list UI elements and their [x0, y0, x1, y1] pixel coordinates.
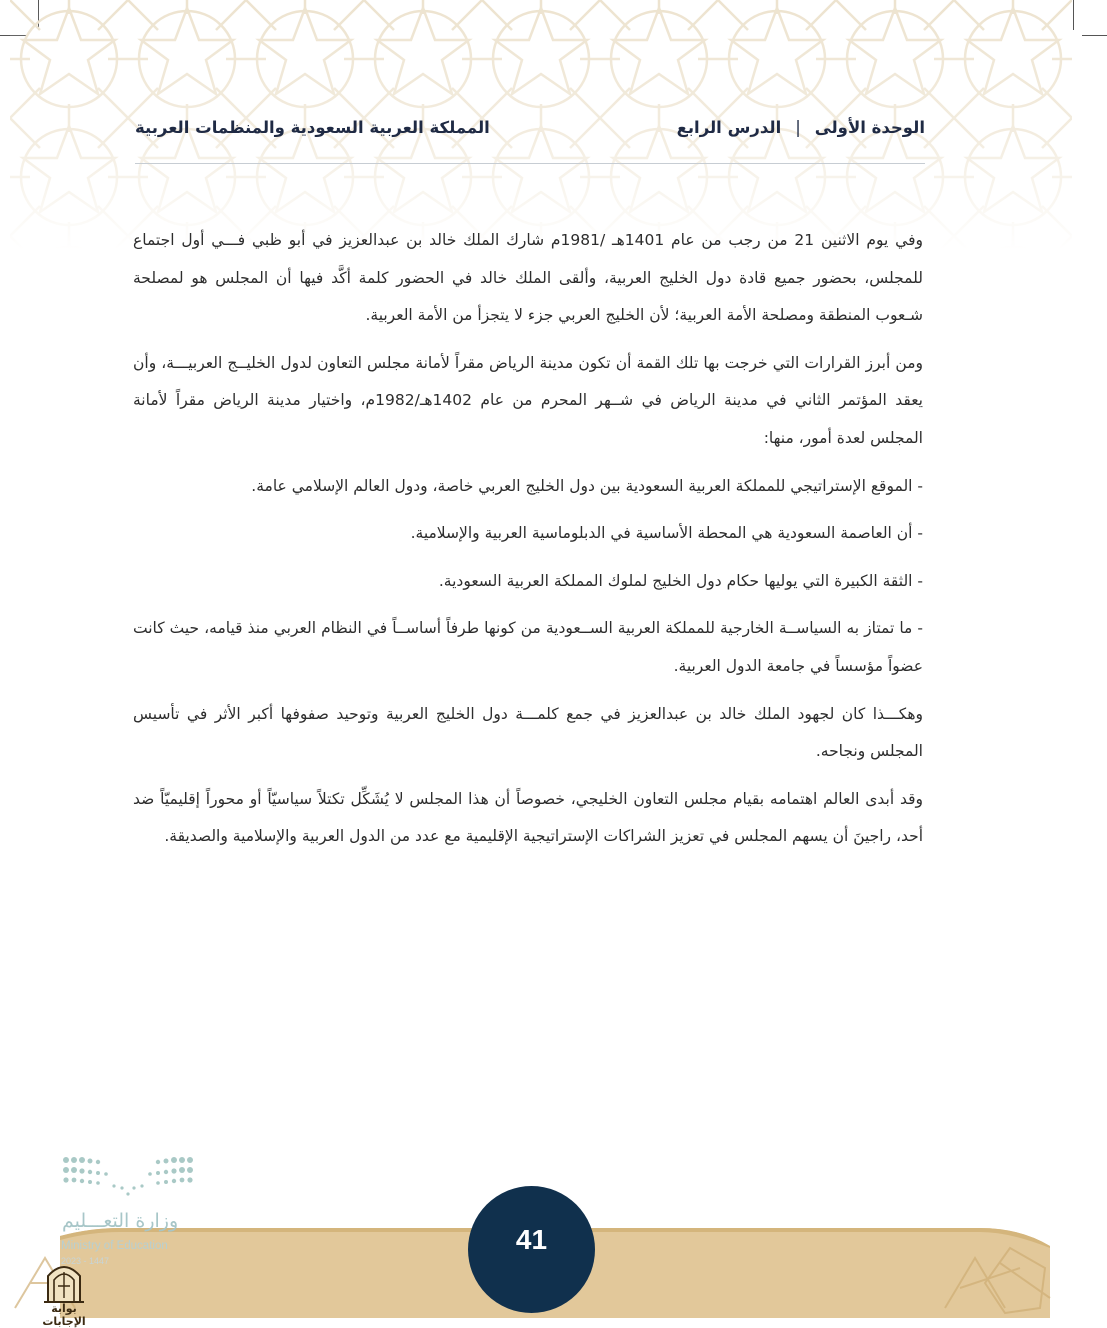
bullet-item: - ما تمتاز به السياســة الخارجية للمملكة العربية الســعودية من كونها طرفاً أساســاً في النظام العربي منذ قيامه، حيث كانت عضواً مؤسساً في جامعة الدول العربية.	[133, 619, 923, 675]
unit-title: الوحدة الأولى	[814, 117, 925, 137]
ministry-name-en: Ministry of Education	[61, 1240, 168, 1252]
page-number-badge	[468, 1186, 595, 1313]
ministry-name-ar: وزارة التعـــليم	[62, 1210, 179, 1232]
bullet-item: - الثقة الكبيرة التي يوليها حكام دول الخليج لملوك المملكة العربية السعودية.	[438, 571, 923, 590]
paragraph: ومن أبرز القرارات التي خرجت بها تلك القمة أن تكون مدينة الرياض مقراً لأمانة مجلس التعاون لدول الخليــج العربيـــة، وأن يعقد المؤتمر الثاني في مدينة الرياض في شــهر المحرم من عام 1402هـ/1982م، واختيار مدينة الرياض مقراً لأمانة المجلس لعدة أمور، منها:	[133, 353, 923, 447]
dots-logo-icon	[58, 1152, 198, 1200]
lesson-content	[133, 222, 923, 866]
page-header	[135, 112, 925, 142]
paragraph: وقد أبدى العالم اهتمامه بقيام مجلس التعاون الخليجي، خصوصاً أن هذا المجلس لا يُشَكِّل تكتلاً سياسيّاً أو محوراً إقليميّاً ضد أحد، راجينَ أن يسهم المجلس في تعزيز الشراكات الإستراتيجية الإقليمية مع عدد من الدول العربية والإسلامية والصديقة.	[133, 789, 923, 846]
bullet-item: - أن العاصمة السعودية هي المحطة الأساسية في الدبلوماسية العربية والإسلامية.	[410, 524, 923, 543]
header-unit-lesson	[677, 118, 925, 137]
crop-mark	[1082, 35, 1107, 36]
header-separator: |	[795, 117, 801, 137]
gate-label: بوابة الإجابات	[42, 1302, 86, 1328]
page-number: 41	[515, 1224, 548, 1255]
gate-icon	[28, 1258, 100, 1304]
ministry-logo	[58, 1152, 208, 1272]
paragraph: وفي يوم الاثنين 21 من رجب من عام 1401هـ /1981م شارك الملك خالد بن عبدالعزيز في أبو ظبي فـــي أول اجتماع للمجلس، بحضور جميع قادة دول الخليج العربية، وألقى الملك خالد في الحضور كلمة أكَّد فيها أن المجلس هو لمصلحة شـعوب المنطقة ومصلحة الأمة العربية؛ لأن الخليج العربي جزء لا يتجزأ من الأمة العربية.	[133, 231, 923, 325]
crop-mark	[1073, 0, 1074, 30]
bullet-item: - الموقع الإستراتيجي للمملكة العربية السعودية بين دول الخليج العربي خاصة، ودول العالم الإسلامي عامة.	[251, 476, 923, 495]
chapter-title: المملكة العربية السعودية والمنظمات العربية	[135, 117, 490, 137]
header-divider	[135, 163, 925, 164]
answers-gate-logo	[28, 1258, 100, 1328]
lesson-title: الدرس الرابع	[676, 117, 782, 137]
ministry-year: 2023 - 1447	[61, 1256, 110, 1266]
paragraph: وهكـــذا كان لجهود الملك خالد بن عبدالعزيز في جمع كلمـــة دول الخليج العربية وتوحيد صفوفها أكبر الأثر في تأسيس المجلس ونجاحه.	[133, 704, 923, 761]
